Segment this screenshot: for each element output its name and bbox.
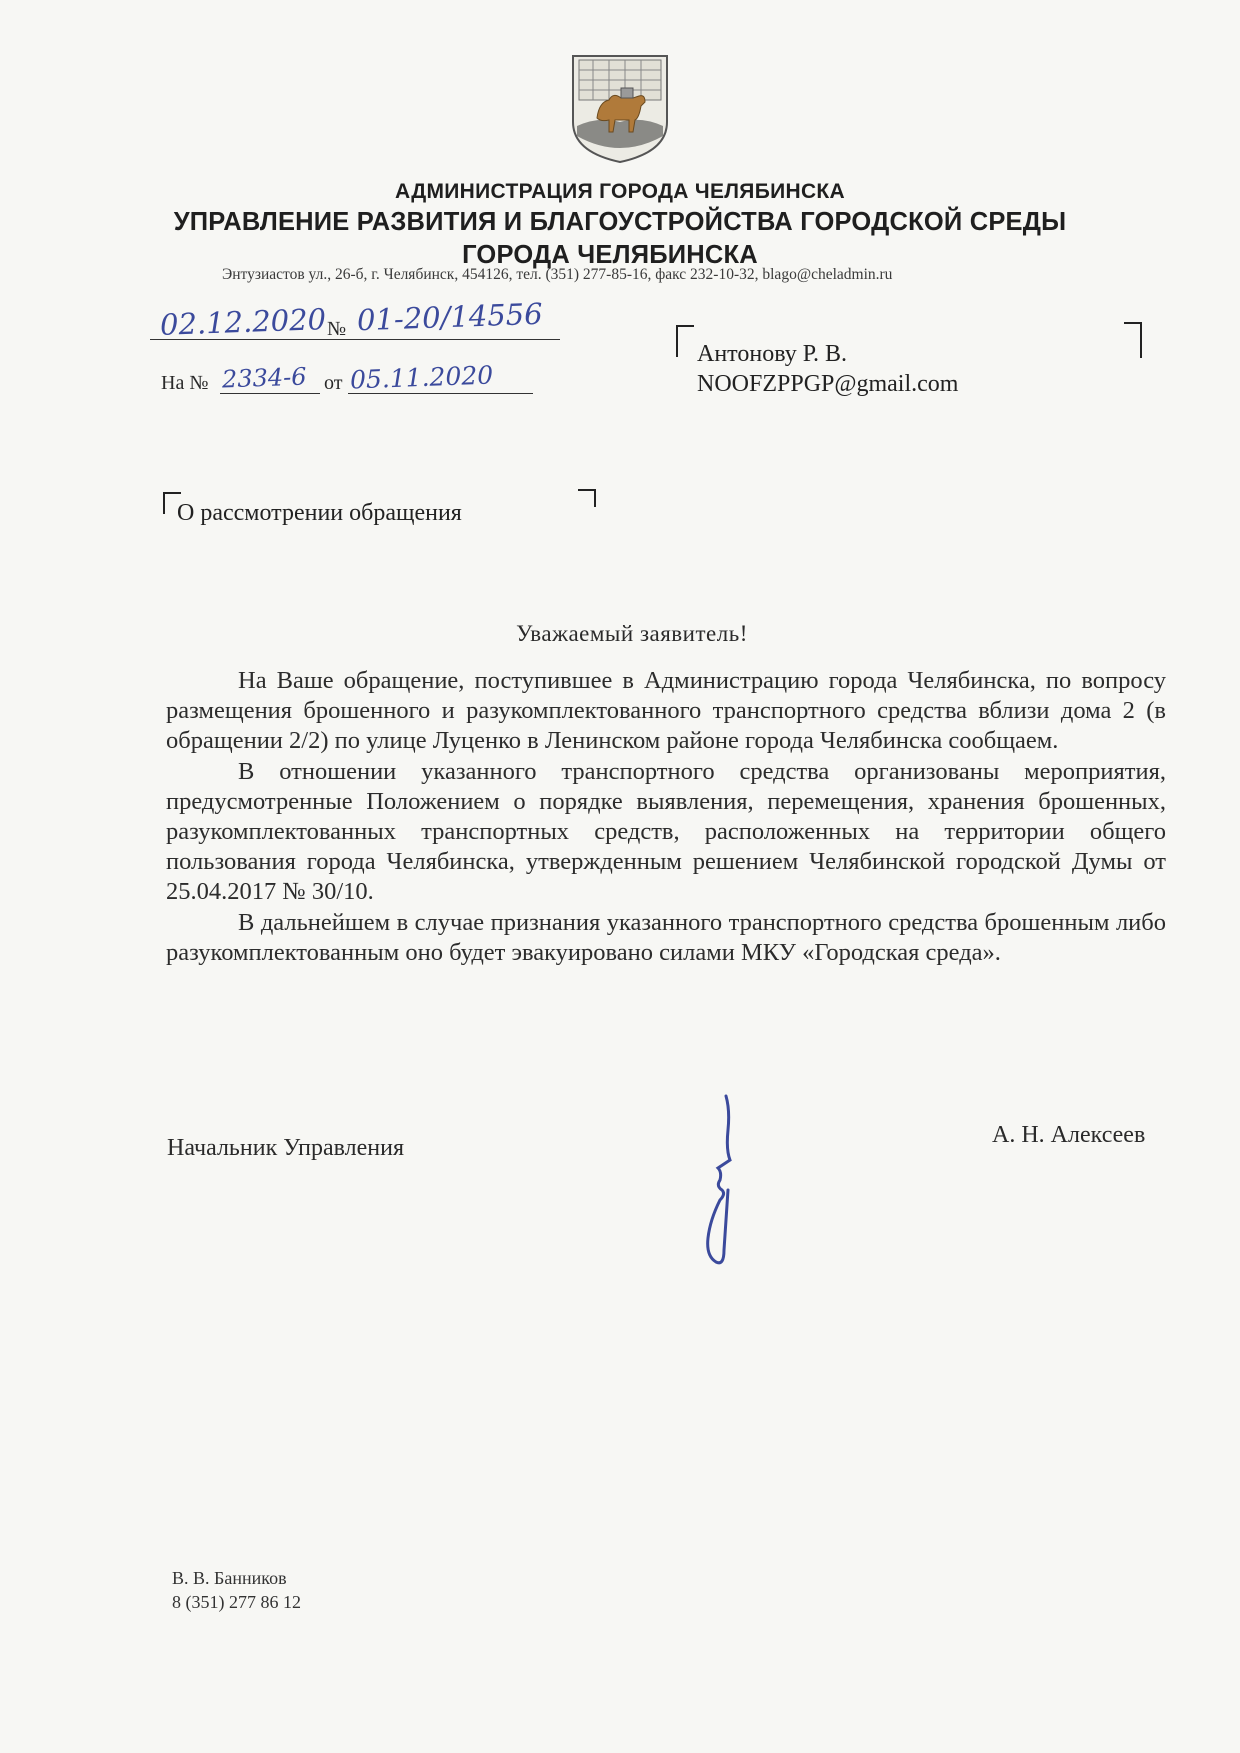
outgoing-number-label: № <box>327 318 347 340</box>
reference-date-underline <box>348 393 533 394</box>
reference-number-label: На № <box>161 372 209 394</box>
body-paragraph-3: В дальнейшем в случае признания указанного транспортного средства брошенным либо разукомплектованным оно будет эвакуировано силами МКУ «Городская среда». <box>166 908 1166 966</box>
reference-from-label: от <box>324 372 343 394</box>
letter-body <box>166 666 1166 968</box>
executor-phone: 8 (351) 277 86 12 <box>172 1592 301 1612</box>
addressee-corner-right <box>1124 322 1142 358</box>
executor-name: В. В. Банников <box>172 1568 287 1588</box>
org-name-department: УПРАВЛЕНИЕ РАЗВИТИЯ И БЛАГОУСТРОЙСТВА ГОРОДСКОЙ СРЕДЫ <box>173 208 1067 236</box>
subject-corner-right <box>578 489 596 507</box>
letter-subject: О рассмотрении обращения <box>177 500 462 526</box>
executor-block <box>172 1566 301 1614</box>
org-name-city: ГОРОДА ЧЕЛЯБИНСКА <box>462 241 758 269</box>
reference-date: 05.11.2020 <box>349 360 494 395</box>
chelyabinsk-coat-of-arms <box>569 52 671 164</box>
body-paragraph-1: На Ваше обращение, поступившее в Администрацию города Челябинска, по вопросу размещения брошенного и разукомплектованного транспортного средства вблизи дома 2 (в обращении 2/2) по улице Луценко в Ленинском районе города Челябинска сообщаем. <box>166 667 1166 755</box>
handwritten-signature <box>690 1090 760 1270</box>
reference-number-underline <box>220 393 320 394</box>
reference-number: 2334-6 <box>221 362 307 394</box>
body-paragraph-2: В отношении указанного транспортного средства организованы мероприятия, предусмотренные Положением о порядке выявления, перемещения, хранения брошенных, разукомплектованных транспортных средств, расположенных на территории общего пользования города Челябинска, утвержденным решением Челябинской городской Думы от 25.04.2017 № 30/10. <box>166 757 1166 906</box>
addressee-name: Антонову Р. В. <box>697 341 848 367</box>
addressee-block <box>697 339 958 399</box>
salutation: Уважаемый заявитель! <box>516 621 748 646</box>
signatory-name: А. Н. Алексеев <box>992 1122 1146 1148</box>
addressee-email: NOOFZPPGP@gmail.com <box>697 371 959 397</box>
outgoing-date: 02.12.2020 <box>159 302 327 342</box>
outgoing-number: 01-20/14556 <box>356 296 544 338</box>
outgoing-underline <box>150 339 560 340</box>
org-name-administration: АДМИНИСТРАЦИЯ ГОРОДА ЧЕЛЯБИНСКА <box>394 180 845 203</box>
org-address: Энтузиастов ул., 26-б, г. Челябинск, 454126, тел. (351) 277-85-16, факс 232-10-32, blago@cheladmin.ru <box>222 266 893 283</box>
addressee-corner-left <box>676 325 694 357</box>
signatory-title: Начальник Управления <box>167 1135 404 1161</box>
